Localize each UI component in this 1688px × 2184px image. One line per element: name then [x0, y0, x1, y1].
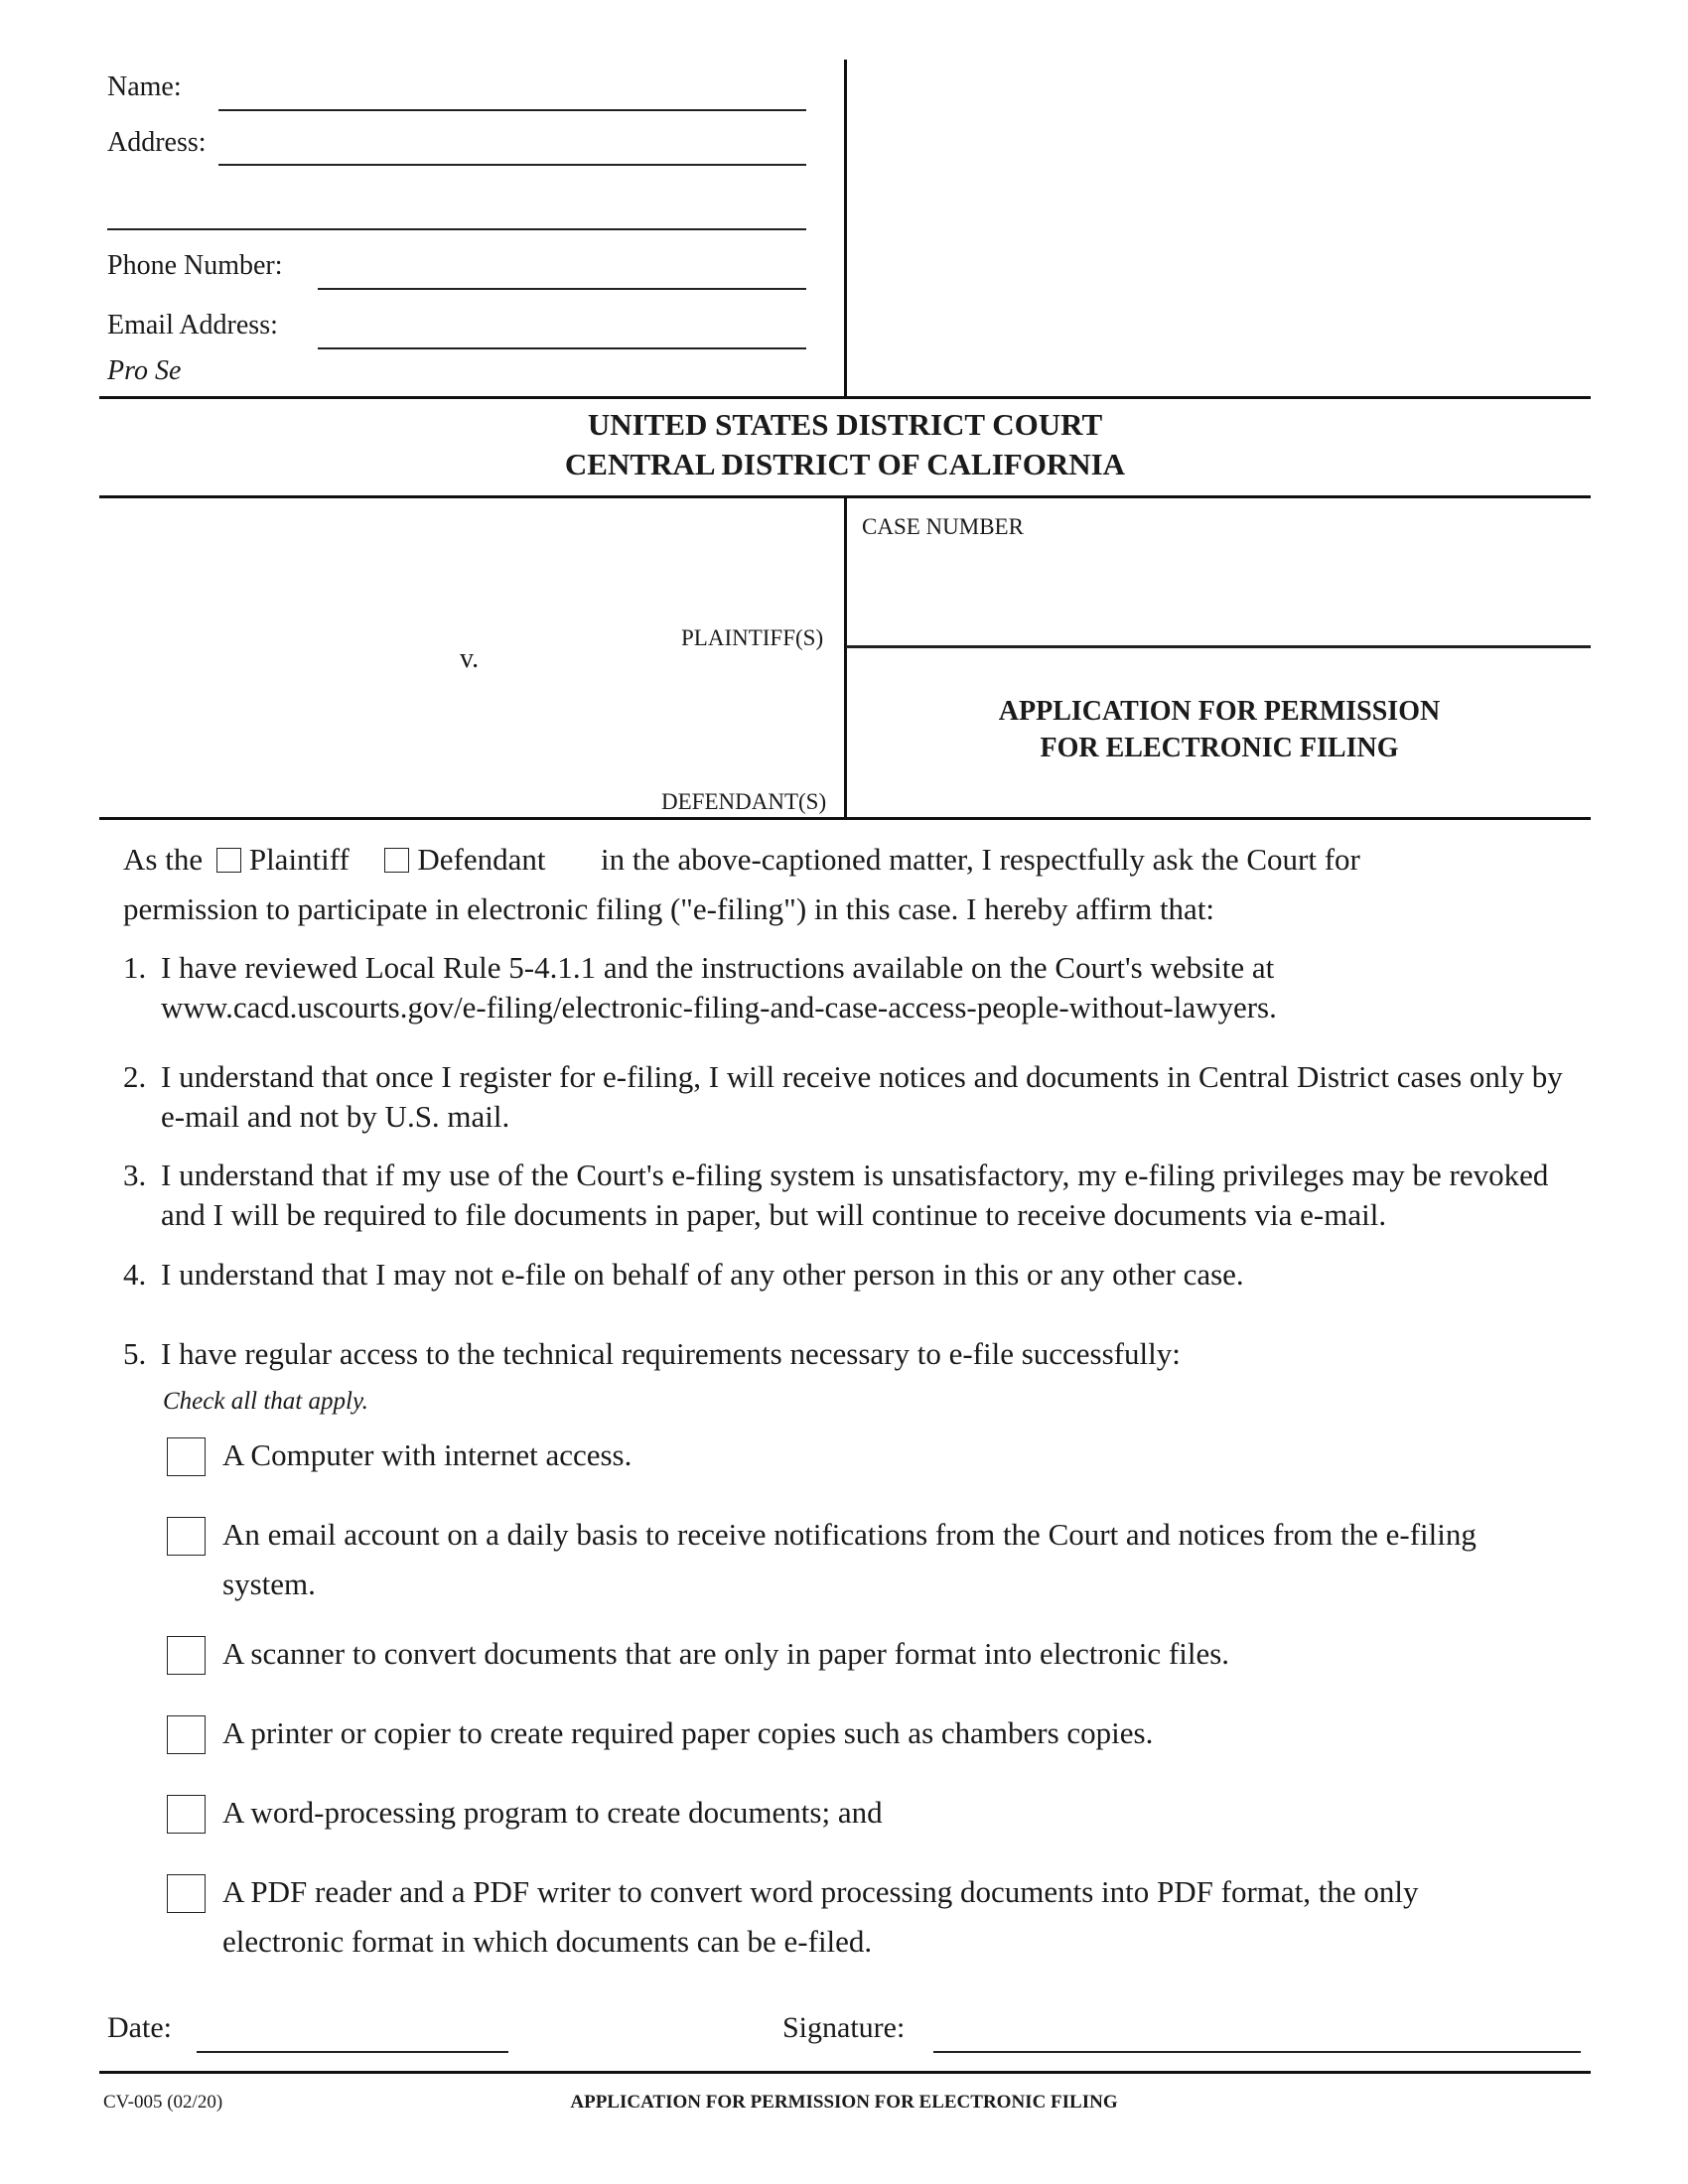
- scanner-option-label: A scanner to convert documents that are only in paper format into electronic files.: [222, 1636, 1230, 1671]
- form-code: CV-005 (02/20): [103, 2092, 223, 2113]
- printer-option-label: A printer or copier to create required paper copies such as chambers copies.: [222, 1715, 1154, 1750]
- intro-line2: permission to participate in electronic filing ("e-filing") in this case. I hereby affirm that:: [123, 891, 1215, 926]
- name-field[interactable]: [218, 109, 806, 111]
- plaintiff-option-label: Plaintiff: [248, 842, 350, 877]
- pro-se-label: Pro Se: [107, 355, 182, 386]
- caption-vertical-divider: [844, 496, 847, 818]
- scanner-checkbox[interactable]: [167, 1636, 206, 1675]
- pdf-option-label: A PDF reader and a PDF writer to convert word processing documents into PDF format, the only electronic format in which documents can be e-filed.: [222, 1874, 1419, 1959]
- case-number-label: CASE NUMBER: [862, 514, 1024, 539]
- name-label: Name:: [107, 71, 182, 102]
- plaintiffs-label: PLAINTIFF(S): [681, 625, 824, 650]
- court-name-line1: UNITED STATES DISTRICT COURT: [587, 407, 1103, 442]
- email-account-option-label: An email account on a daily basis to receive notifications from the Court and notices from the e-filing system.: [222, 1517, 1477, 1601]
- form-title-line2: FOR ELECTRONIC FILING: [1040, 733, 1399, 763]
- computer-option-label: A Computer with internet access.: [222, 1437, 633, 1472]
- form-title-line1: APPLICATION FOR PERMISSION: [998, 696, 1441, 727]
- check-all-note: Check all that apply.: [163, 1388, 368, 1415]
- date-field[interactable]: [197, 2051, 508, 2053]
- as-the-text: As the: [123, 842, 204, 877]
- computer-checkbox[interactable]: [167, 1437, 206, 1476]
- versus-label: v.: [460, 643, 480, 674]
- email-label: Email Address:: [107, 310, 278, 341]
- defendants-label: DEFENDANT(S): [661, 789, 827, 814]
- email-account-checkbox[interactable]: [167, 1517, 206, 1556]
- signature-label: Signature:: [782, 2011, 906, 2044]
- header-divider: [99, 396, 1591, 399]
- defendant-option-label: Defendant: [417, 842, 546, 877]
- header-vertical-divider: [844, 60, 847, 397]
- address-label: Address:: [107, 127, 207, 158]
- intro-line1: [123, 840, 1360, 880]
- email-field[interactable]: [318, 347, 806, 349]
- court-name-line2: CENTRAL DISTRICT OF CALIFORNIA: [564, 447, 1126, 481]
- address-field-line1[interactable]: [218, 164, 806, 166]
- footer-form-title: APPLICATION FOR PERMISSION FOR ELECTRONIC FILING: [570, 2092, 1118, 2113]
- signature-field[interactable]: [933, 2051, 1581, 2053]
- address-field-line2[interactable]: [107, 228, 806, 230]
- footer-divider: [99, 2071, 1591, 2074]
- intro-rest-line1: in the above-captioned matter, I respectfully ask the Court for: [600, 842, 1360, 877]
- pdf-checkbox[interactable]: [167, 1874, 206, 1913]
- word-processing-checkbox[interactable]: [167, 1795, 206, 1834]
- phone-field[interactable]: [318, 288, 806, 290]
- word-processing-option-label: A word-processing program to create documents; and: [222, 1795, 883, 1830]
- date-label: Date:: [107, 2011, 172, 2044]
- defendant-checkbox[interactable]: [384, 848, 409, 873]
- caption-divider: [99, 817, 1591, 820]
- printer-checkbox[interactable]: [167, 1715, 206, 1754]
- phone-label: Phone Number:: [107, 250, 283, 281]
- case-number-divider: [846, 645, 1591, 648]
- plaintiff-checkbox[interactable]: [216, 848, 241, 873]
